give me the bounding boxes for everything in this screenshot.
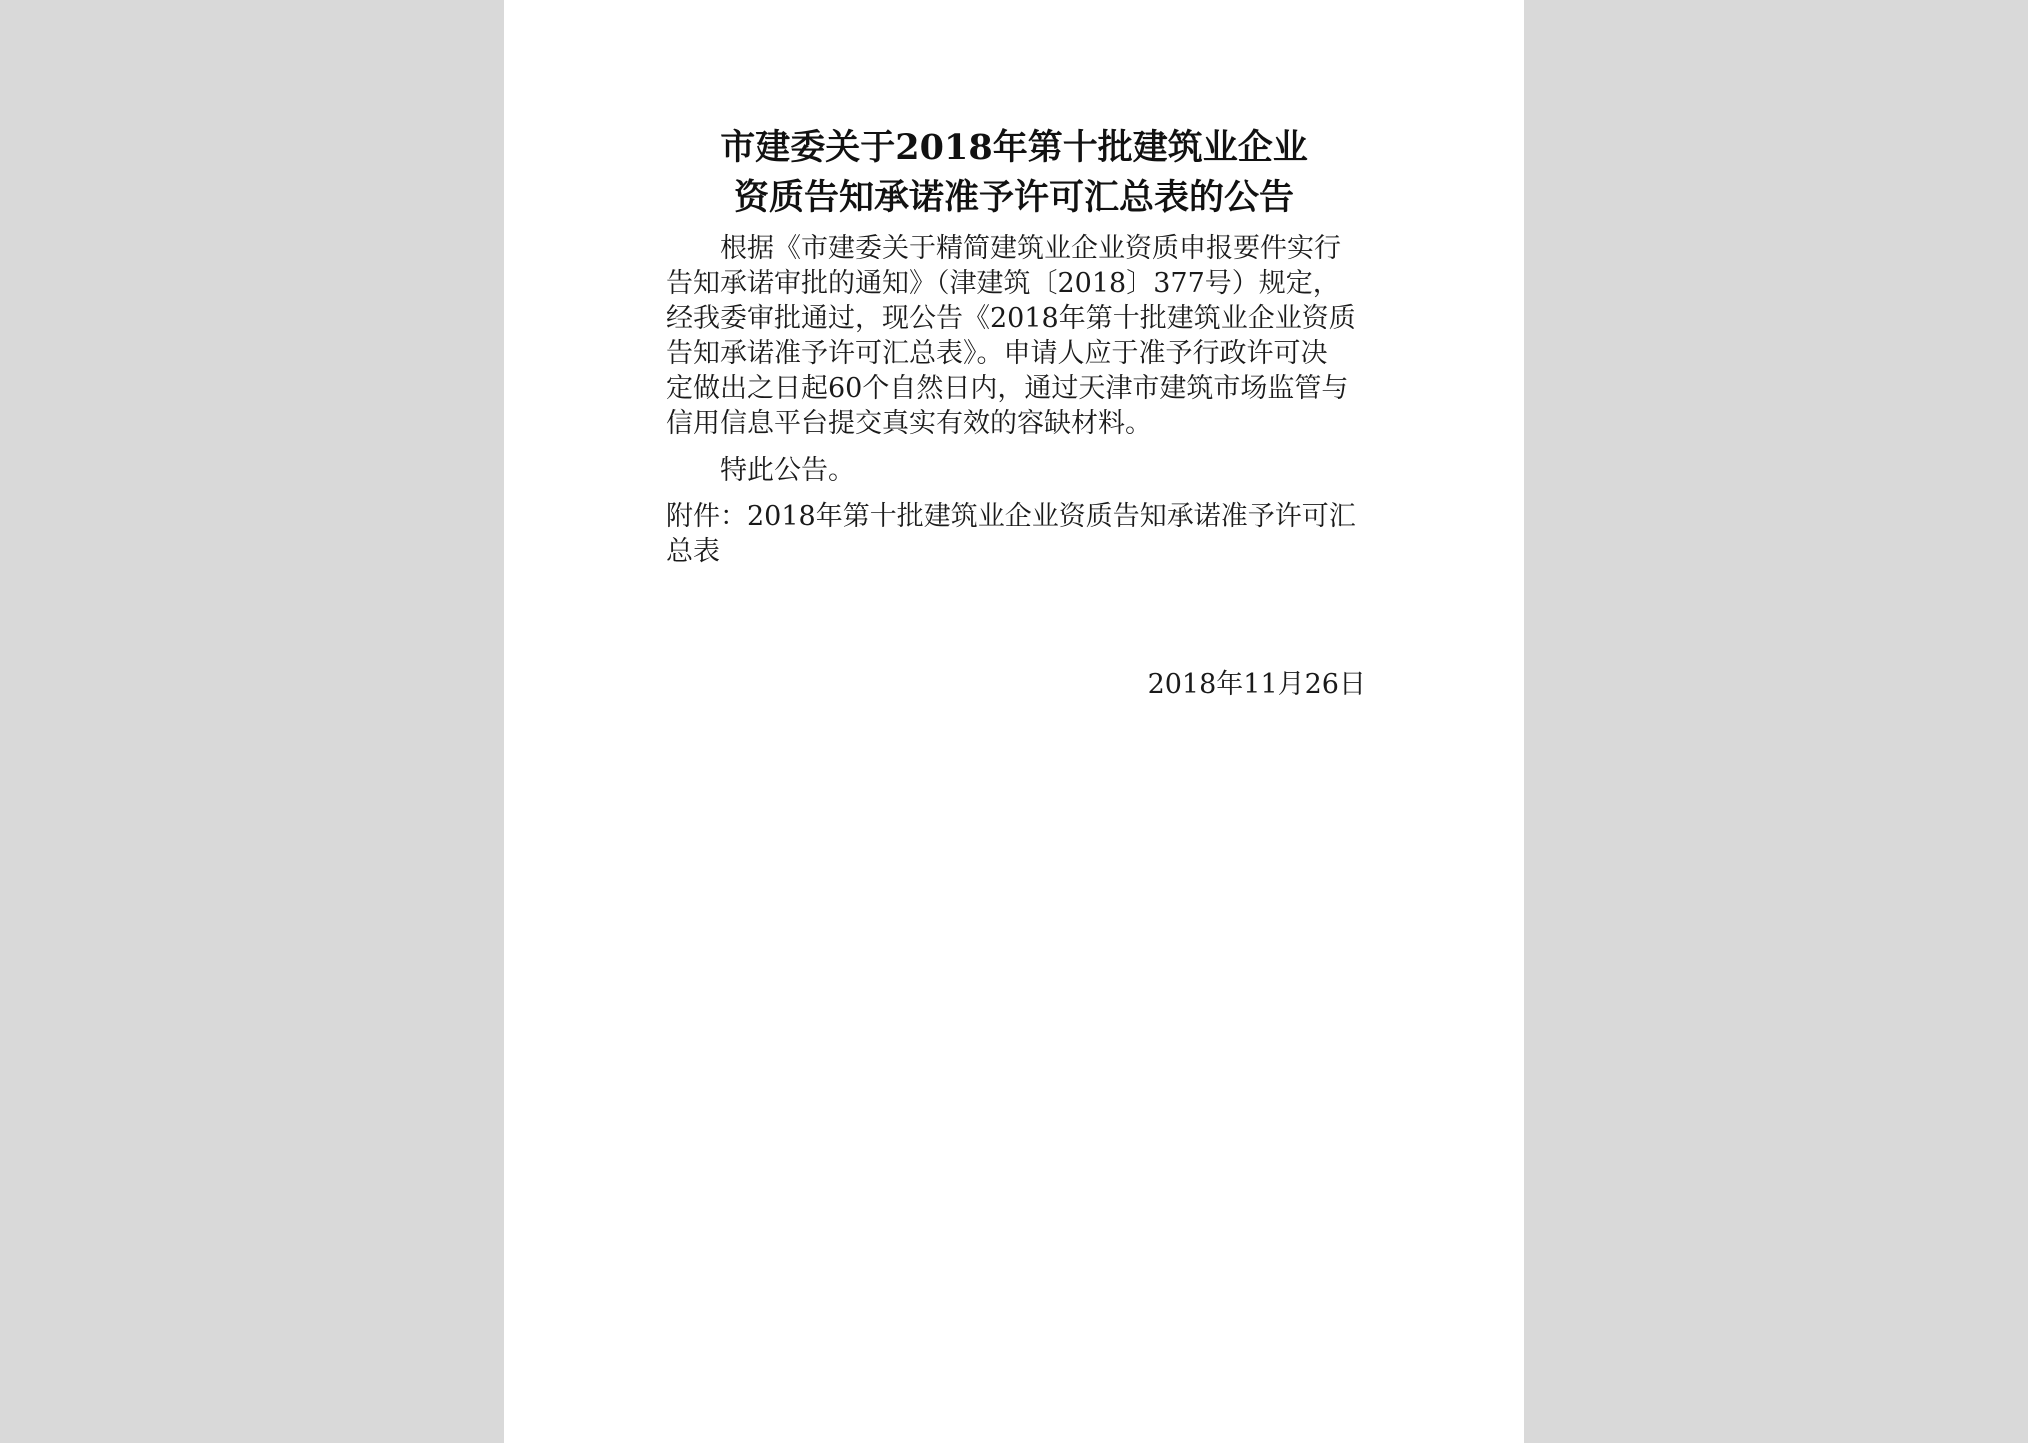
body-text-line: 定做出之日起60个自然日内，通过天津市建筑市场监管与 [666, 373, 1349, 404]
body-text-line: 信用信息平台提交真实有效的容缺材料。 [666, 408, 1152, 439]
closing-text: 特此公告。 [720, 455, 855, 486]
body-text-line: 经我委审批通过，现公告《2018年第十批建筑业企业资质 [666, 303, 1356, 334]
document-date: 2018年11月26日 [1147, 669, 1366, 700]
attachment-line-2: 总表 [666, 536, 720, 567]
document-title-line-1: 市建委关于2018年第十批建筑业企业 [720, 127, 1308, 168]
document-page [504, 0, 1524, 1443]
body-text-line: 告知承诺准予许可汇总表》。申请人应于准予行政许可决 [666, 338, 1328, 369]
document-title-line-2: 资质告知承诺准予许可汇总表的公告 [733, 177, 1294, 218]
attachment-line-1: 附件：2018年第十批建筑业企业资质告知承诺准予许可汇 [666, 501, 1356, 532]
body-text-line: 根据《市建委关于精简建筑业企业资质申报要件实行 [720, 233, 1341, 264]
body-text-line: 告知承诺审批的通知》（津建筑〔2018〕377号）规定， [666, 268, 1340, 299]
